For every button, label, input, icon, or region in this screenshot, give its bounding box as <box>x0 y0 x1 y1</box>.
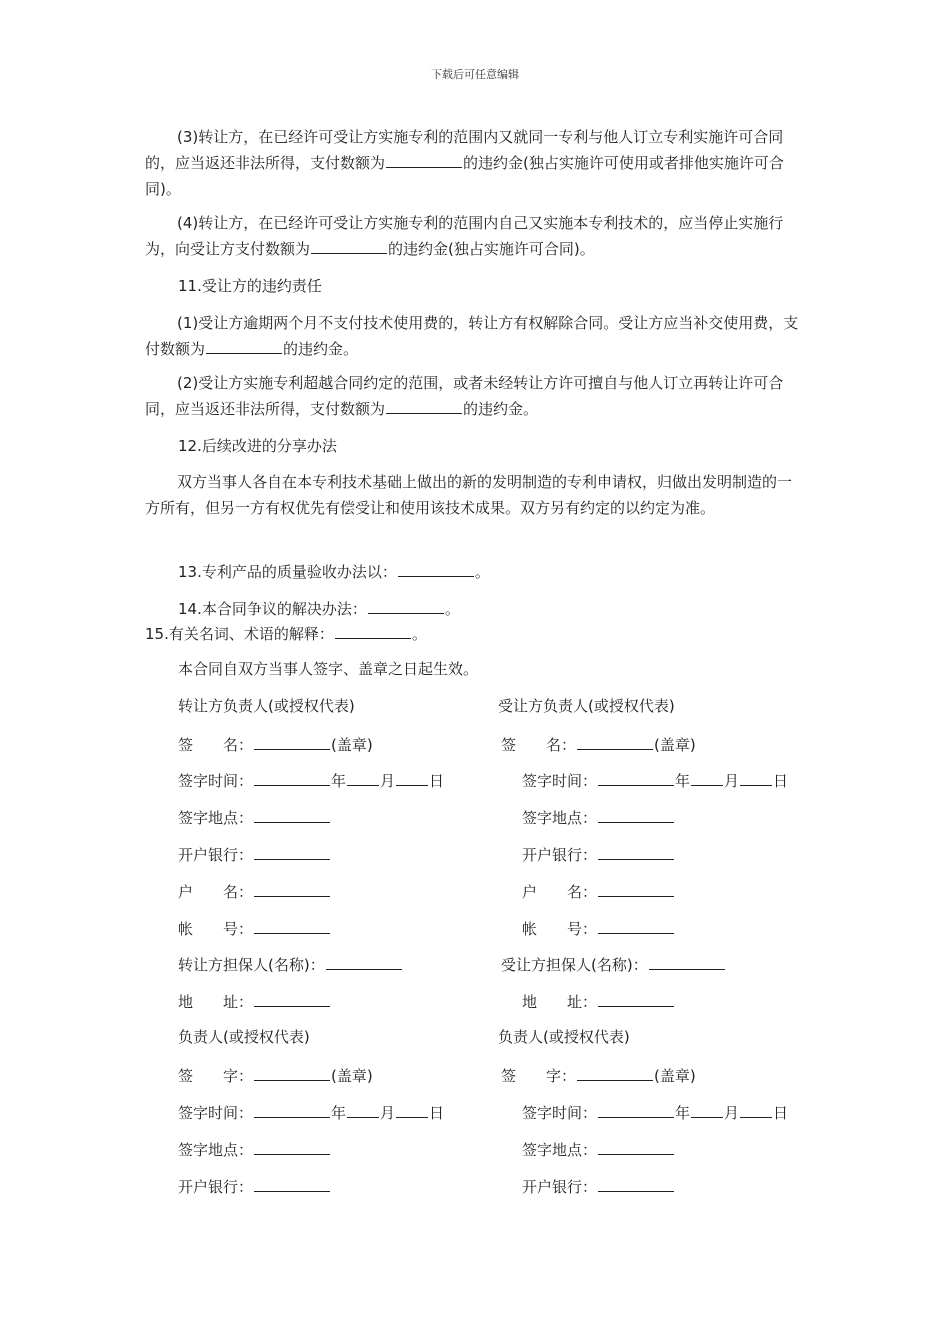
place-field[interactable] <box>254 1138 330 1155</box>
left-sign-row <box>178 733 373 755</box>
guarantor-field[interactable] <box>649 953 725 970</box>
right-date2-row <box>522 1101 788 1123</box>
section-12-heading: 12.后续改进的分享办法 <box>178 437 337 455</box>
clause-11-2 <box>145 370 805 422</box>
clause-10-3 <box>145 124 805 202</box>
section-14 <box>178 597 460 619</box>
field-label: 转让方担保人(名称)： <box>178 956 325 974</box>
section-text: 。 <box>474 563 490 581</box>
clause-text: 的违约金。 <box>283 340 359 358</box>
fill-blank[interactable] <box>206 337 282 354</box>
day-label: 日 <box>429 1104 445 1122</box>
month-label: 月 <box>724 772 740 790</box>
field-label: 帐 号： <box>178 920 254 938</box>
field-label: 签 名： <box>178 736 254 754</box>
effective-clause: 本合同自双方当事人签字、盖章之日起生效。 <box>178 660 479 678</box>
field-label: 地 址： <box>178 993 254 1011</box>
year-label: 年 <box>675 772 691 790</box>
left-address-row <box>178 990 331 1012</box>
right-place2-row <box>522 1138 675 1160</box>
day-field[interactable] <box>740 769 772 786</box>
left-guarantor-row <box>178 953 403 975</box>
day-field[interactable] <box>396 1101 428 1118</box>
left-date2-row <box>178 1101 444 1123</box>
clause-text: (3)转让方，在已经许可受让方实施专利的范围内又就同一专利与他人订立专利实施许可合同的，应当返还非法所得，支付数额为 <box>145 128 784 172</box>
seal-label: (盖章) <box>654 736 696 754</box>
left-bank2-row <box>178 1175 331 1197</box>
month-field[interactable] <box>347 769 379 786</box>
page-header: 下载后可任意编辑 <box>431 68 519 81</box>
place-field[interactable] <box>598 806 674 823</box>
sign-field[interactable] <box>577 1064 653 1081</box>
right-rep-label: 受让方负责人(或授权代表) <box>498 697 675 715</box>
year-field[interactable] <box>254 769 330 786</box>
clause-11-1 <box>145 310 805 362</box>
left-place2-row <box>178 1138 331 1160</box>
section-11-heading: 11.受让方的违约责任 <box>178 277 322 295</box>
field-label: 签字时间： <box>178 1104 254 1122</box>
right-date-row <box>522 769 788 791</box>
fill-blank[interactable] <box>386 151 462 168</box>
month-field[interactable] <box>691 769 723 786</box>
bank-field[interactable] <box>598 1175 674 1192</box>
right-bank2-row <box>522 1175 675 1197</box>
clause-12-text: 双方当事人各自在本专利技术基础上做出的新的发明制造的专利申请权，归做出发明制造的一方所有，但另一方有权优先有偿受让和使用该技术成果。双方另有约定的以约定为准。 <box>145 473 793 517</box>
left-bank-row <box>178 843 331 865</box>
year-field[interactable] <box>598 769 674 786</box>
year-field[interactable] <box>598 1101 674 1118</box>
section-text: 15.有关名词、术语的解释： <box>145 625 334 643</box>
right-acct-no-row <box>522 917 675 939</box>
month-field[interactable] <box>691 1101 723 1118</box>
field-label: 开户银行： <box>522 1178 598 1196</box>
field-label: 签字地点： <box>178 809 254 827</box>
bank-field[interactable] <box>254 1175 330 1192</box>
section-text: 14.本合同争议的解决办法： <box>178 600 367 618</box>
field-label: 开户银行： <box>522 846 598 864</box>
day-field[interactable] <box>396 769 428 786</box>
right-sign2-row <box>501 1064 696 1086</box>
address-field[interactable] <box>598 990 674 1007</box>
field-label: 帐 号： <box>522 920 598 938</box>
clause-text: 的违约金。 <box>463 400 539 418</box>
place-field[interactable] <box>254 806 330 823</box>
left-place-row <box>178 806 331 828</box>
clause-10-4 <box>145 210 805 262</box>
acct-name-field[interactable] <box>254 880 330 897</box>
seal-label: (盖章) <box>331 1067 373 1085</box>
right-rep2-label: 负责人(或授权代表) <box>498 1028 630 1046</box>
right-sign-row <box>501 733 696 755</box>
sign-field[interactable] <box>254 733 330 750</box>
year-label: 年 <box>331 1104 347 1122</box>
acct-no-field[interactable] <box>598 917 674 934</box>
bank-field[interactable] <box>254 843 330 860</box>
field-label: 签字地点： <box>178 1141 254 1159</box>
field-label: 户 名： <box>522 883 598 901</box>
day-label: 日 <box>773 1104 789 1122</box>
sign-field[interactable] <box>254 1064 330 1081</box>
field-label: 签字地点： <box>522 809 598 827</box>
field-label: 签 字： <box>178 1067 254 1085</box>
section-text: 13.专利产品的质量验收办法以： <box>178 563 397 581</box>
clause-text: 的违约金(独占实施许可使用或者排他实施许可合同)。 <box>145 154 784 198</box>
clause-text: (2)受让方实施专利超越合同约定的范围，或者未经转让方许可擅自与他人订立再转让许可合同，应当返还非法所得，支付数额为 <box>145 374 784 418</box>
field-label: 签 名： <box>501 736 577 754</box>
field-label: 地 址： <box>522 993 598 1011</box>
day-field[interactable] <box>740 1101 772 1118</box>
fill-blank[interactable] <box>311 237 387 254</box>
field-label: 签字地点： <box>522 1141 598 1159</box>
year-label: 年 <box>331 772 347 790</box>
field-label: 签 字： <box>501 1067 577 1085</box>
left-acct-name-row <box>178 880 331 902</box>
right-guarantor-row <box>501 953 726 975</box>
seal-label: (盖章) <box>654 1067 696 1085</box>
address-field[interactable] <box>254 990 330 1007</box>
section-text: 。 <box>444 600 460 618</box>
section-13 <box>178 560 490 582</box>
place-field[interactable] <box>598 1138 674 1155</box>
day-label: 日 <box>429 772 445 790</box>
day-label: 日 <box>773 772 789 790</box>
seal-label: (盖章) <box>331 736 373 754</box>
month-label: 月 <box>380 1104 396 1122</box>
fill-blank[interactable] <box>386 397 462 414</box>
field-label: 签字时间： <box>522 1104 598 1122</box>
clause-text: (4)转让方，在已经许可受让方实施专利的范围内自己又实施本专利技术的，应当停止实施行为，向受让方支付数额为 <box>145 214 784 258</box>
field-label: 签字时间： <box>522 772 598 790</box>
clause-text: (1)受让方逾期两个月不支付技术使用费的，转让方有权解除合同。受让方应当补交使用费，支付数额为 <box>145 314 799 358</box>
left-rep2-label: 负责人(或授权代表) <box>178 1028 310 1046</box>
right-address-row <box>522 990 675 1012</box>
section-text: 。 <box>411 625 427 643</box>
guarantor-field[interactable] <box>326 953 402 970</box>
left-sign2-row <box>178 1064 373 1086</box>
sign-field[interactable] <box>577 733 653 750</box>
clause-text: 的违约金(独占实施许可合同)。 <box>388 240 595 258</box>
month-label: 月 <box>380 772 396 790</box>
fill-blank[interactable] <box>368 597 444 614</box>
acct-name-field[interactable] <box>598 880 674 897</box>
fill-blank[interactable] <box>335 622 411 639</box>
left-acct-no-row <box>178 917 331 939</box>
right-place-row <box>522 806 675 828</box>
month-label: 月 <box>724 1104 740 1122</box>
year-field[interactable] <box>254 1101 330 1118</box>
field-label: 签字时间： <box>178 772 254 790</box>
left-rep-label: 转让方负责人(或授权代表) <box>178 697 355 715</box>
left-date-row <box>178 769 444 791</box>
year-label: 年 <box>675 1104 691 1122</box>
month-field[interactable] <box>347 1101 379 1118</box>
acct-no-field[interactable] <box>254 917 330 934</box>
right-acct-name-row <box>522 880 675 902</box>
right-bank-row <box>522 843 675 865</box>
section-15 <box>145 622 427 644</box>
fill-blank[interactable] <box>398 560 474 577</box>
field-label: 开户银行： <box>178 1178 254 1196</box>
field-label: 受让方担保人(名称)： <box>501 956 648 974</box>
bank-field[interactable] <box>598 843 674 860</box>
field-label: 开户银行： <box>178 846 254 864</box>
field-label: 户 名： <box>178 883 254 901</box>
